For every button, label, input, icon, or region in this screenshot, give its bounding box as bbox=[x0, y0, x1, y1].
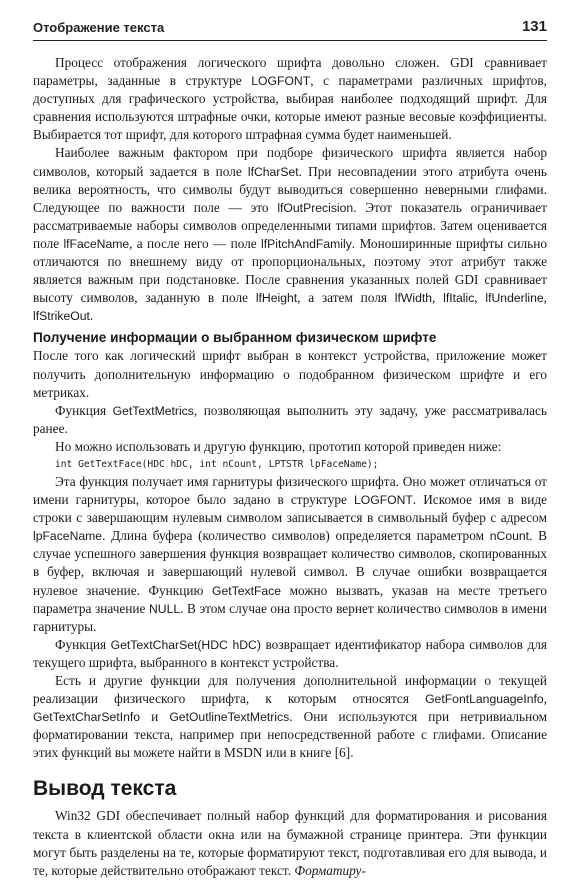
code-term: GetTextFace bbox=[211, 583, 282, 598]
code-term: LOGFONT bbox=[251, 74, 311, 89]
paragraph: Наиболее важным фактором при подборе физического шрифта является набор символов, который задается в поле lfCharSet. При несовпадении этого атрибута очень велика вероятность, что символы будут выводиться совершенно неверными глифами. Следующее по важности поле — это lfOutPrecision. Этот показатель ограничивает рассматриваемые наборы символов определенными типами шрифтов. Затем оценивается поле lfFaceName, а после него — поле lfPitchAndFamily. Моноширинные шрифты сильно отличаются по внешнему виду от пропорциональных, поэтому этот атрибут также является важным при подстановке. После сравнения указанных полей GDI сравнивает высоту символов, заданную в поле lfHeight, а затем поля lfWidth, lfItalic, lfUnderline, lfStrikeOut. bbox=[33, 145, 548, 324]
code-prototype: int GetTextFace(HDC hDC, int nCount, LPTSTR lpFaceName); bbox=[55, 458, 379, 470]
running-title: Отображение текста bbox=[33, 20, 165, 35]
paragraph: Но можно использовать и другую функцию, прототип которой приведен ниже: bbox=[55, 438, 502, 454]
code-term: lfUnderline bbox=[485, 291, 544, 306]
paragraph: Эта функция получает имя гарнитуры физического шрифта. Оно может отличаться от имени гарнитуры, которое было задано в структуре LOGFONT. Искомое имя в виде строки с завершающим нулевым символом записывается в символьный буфер с адресом lpFaceName. Длина буфера (количество символов) определяется параметром nCount. В случае успешного завершения функция возвращает количество символов, скопированных в буфер, включая и завершающий нулевой символ. В случае ошибки возвращается нулевое значение. Функцию GetTextFace можно вызвать, указав на месте третьего параметра значение NULL. В этом случае она просто вернет количество символов в имени гарнитуры. bbox=[33, 473, 547, 634]
page-body bbox=[33, 54, 547, 880]
code-term: GetFontLanguageInfo bbox=[425, 692, 544, 707]
code-term: NULL bbox=[148, 601, 181, 616]
paragraph: Функция GetTextCharSet(HDC hDC) возвращает идентификатор набора символов для текущего шрифта, выбранного в контекст устройства. bbox=[33, 636, 547, 670]
code-term: lfFaceName bbox=[63, 236, 130, 251]
code-term: GetTextCharSet(HDC hDC) bbox=[110, 637, 261, 652]
section-heading: Вывод текста bbox=[33, 777, 177, 801]
code-term: lfOutPrecision bbox=[277, 200, 354, 215]
code-term: lfPitchAndFamily bbox=[261, 236, 352, 251]
code-term: GetTextMetrics bbox=[112, 403, 194, 418]
code-term: nCount bbox=[489, 529, 530, 544]
code-term: lfCharSet bbox=[247, 164, 299, 179]
italic-term: Форматиру- bbox=[294, 862, 366, 878]
paragraph: Функция GetTextMetrics, позволяющая выполнить эту задачу, уже рассматривалась ранее. bbox=[33, 402, 547, 436]
paragraph: После того как логический шрифт выбран в контекст устройства, приложение может получить дополнительную информацию о подобранном физическом шрифте и его метриках. bbox=[33, 348, 547, 400]
code-term: LOGFONT bbox=[353, 493, 413, 508]
subsection-heading: Получение информации о выбранном физическом шрифте bbox=[33, 330, 437, 346]
code-term: lpFaceName bbox=[33, 529, 103, 544]
page-number: 131 bbox=[521, 18, 547, 35]
running-header bbox=[33, 16, 547, 41]
code-term: lfStrikeOut bbox=[33, 309, 90, 324]
paragraph: Win32 GDI обеспечивает полный набор функций для форматирования и рисования текста в клиентской области окна или на бумажной странице принтера. Эти функции могут быть разделены на те, которые форматируют текст, подготавливая его для вывода, и те, которые действительно отображают текст. Форматиру- bbox=[33, 808, 547, 878]
code-term: lfHeight bbox=[255, 291, 298, 306]
code-term: GetTextCharSetInfo bbox=[33, 710, 141, 725]
paragraph: Есть и другие функции для получения дополнительной информации о текущей реализации физического шрифта, к которым относятся GetFontLanguageInfo, GetTextCharSetInfo и GetOutlineTextMetrics. Они используются при нетривиальном форматировании текста, например при непосредственной работе с глифами. Описание этих функций вы можете найти в MSDN или в книге [6]. bbox=[33, 673, 547, 761]
code-term: lfItalic bbox=[443, 291, 475, 306]
code-term: GetOutlineTextMetrics bbox=[169, 710, 290, 725]
code-term: lfWidth bbox=[394, 291, 433, 306]
paragraph: Процесс отображения логического шрифта довольно сложен. GDI сравнивает параметры, заданные в структуре LOGFONT, с параметрами различных шрифтов, доступных для графического устройства, выбирая наиболее подходящий шрифт. Для сравнения используются штрафные очки, которые имеют разные весовые коэффициенты. Выбирается тот шрифт, для которого штрафная сумма будет наименьшей. bbox=[33, 55, 548, 143]
